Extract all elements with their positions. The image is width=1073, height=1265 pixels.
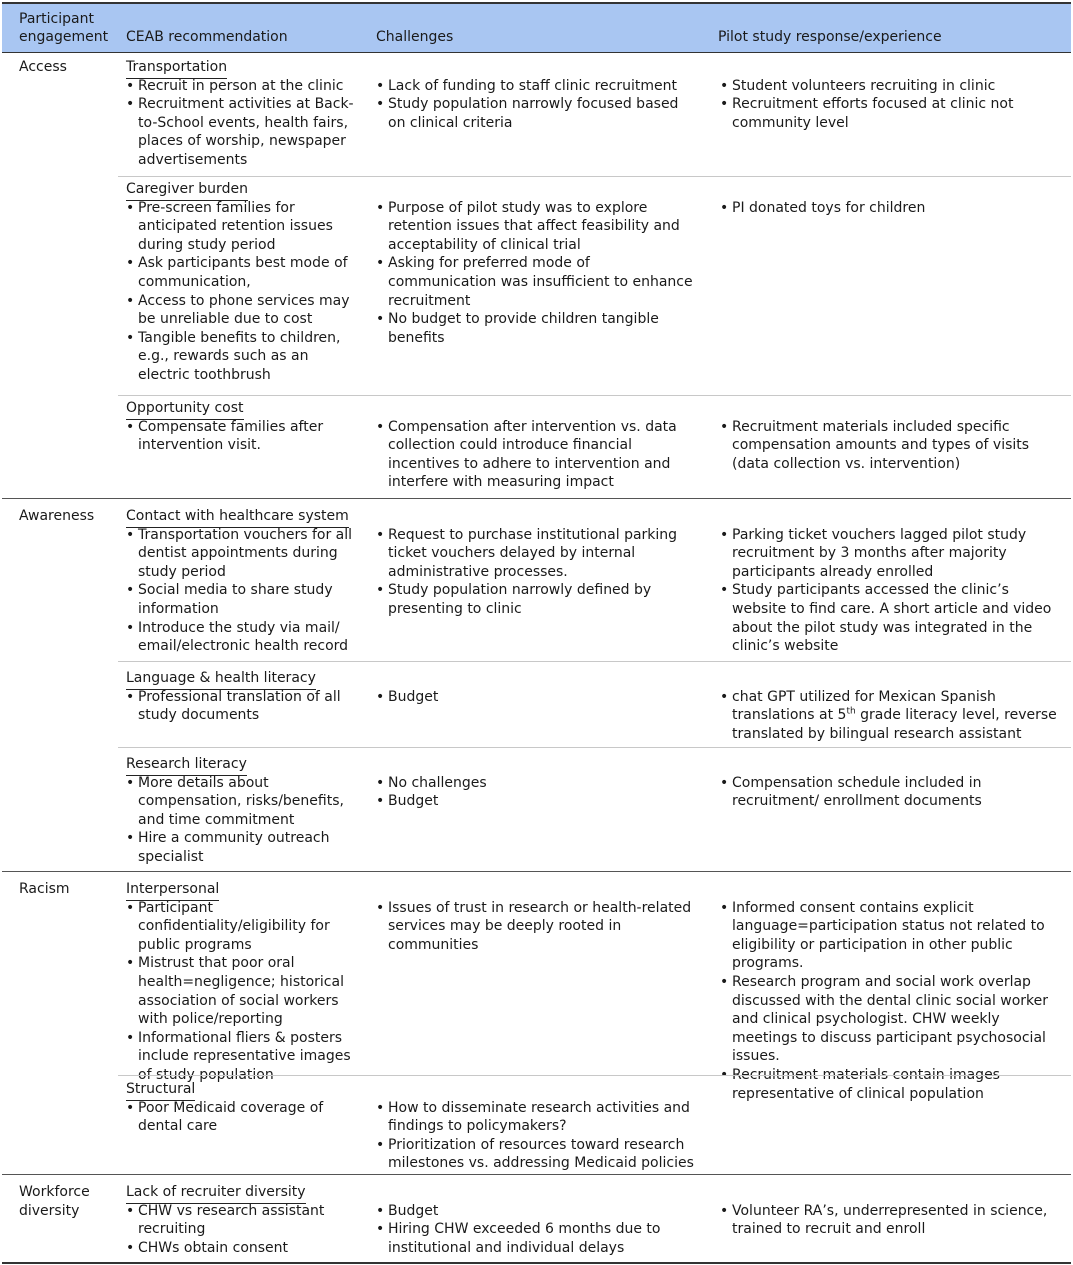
list-item: • CHWs obtain consent — [126, 1239, 358, 1258]
list-item: • PI donated toys for children — [720, 199, 1060, 218]
list-item: • Compensate families after intervention visit. — [126, 418, 358, 455]
list-item: • Mistrust that poor oral health=negligence; historical association of social workers with police/reporting — [126, 954, 358, 1028]
list-item: • Study participants accessed the clinic’s website to find care. A short article and video about the pilot study was integrated in the clinic’s website — [720, 581, 1060, 655]
recommendation-list — [126, 199, 358, 385]
challenges-list — [376, 899, 698, 955]
engagement-label: Workforce diversity — [19, 1184, 90, 1219]
table-header — [2, 2, 1071, 53]
list-item: • No challenges — [376, 774, 698, 793]
list-item: • Recruitment materials contain images representative of clinical population — [720, 1066, 1060, 1103]
list-item: • Issues of trust in research or health-related services may be deeply rooted in communities — [376, 899, 698, 955]
list-item: • Informational fliers & posters include representative images of study population — [126, 1029, 358, 1085]
list-item: • More details about compensation, risks/benefits, and time commitment — [126, 774, 358, 830]
group-divider — [2, 498, 1071, 499]
challenges-list — [376, 1202, 698, 1258]
list-item: • Ask participants best mode of communication, — [126, 254, 358, 291]
recommendation-list — [126, 1099, 358, 1136]
challenges-list — [376, 418, 698, 492]
list-item: • Poor Medicaid coverage of dental care — [126, 1099, 358, 1136]
ordinal-suffix: th — [846, 706, 856, 717]
list-item: • No budget to provide children tangible benefits — [376, 310, 698, 347]
list-item: • Hiring CHW exceeded 6 months due to institutional and individual delays — [376, 1220, 698, 1257]
row-divider — [118, 747, 1071, 748]
list-item: • Lack of funding to staff clinic recruitment — [376, 77, 698, 96]
list-item: • Prioritization of resources toward research milestones vs. addressing Medicaid policies — [376, 1136, 698, 1173]
list-item: • Compensation after intervention vs. data collection could introduce financial incentives to adhere to intervention and interfere with measuring impact — [376, 418, 698, 492]
list-item: • Access to phone services may be unreliable due to cost — [126, 292, 358, 329]
list-item: • CHW vs research assistant recruiting — [126, 1202, 358, 1239]
list-item: • Student volunteers recruiting in clinic — [720, 77, 1060, 96]
list-item: • Transportation vouchers for all dentist appointments during study period — [126, 526, 358, 582]
response-list — [720, 199, 1060, 218]
response-list — [720, 1202, 1060, 1239]
row-divider — [118, 176, 1071, 177]
list-item: • Volunteer RA’s, underrepresented in science, trained to recruit and enroll — [720, 1202, 1060, 1239]
subsection-title: Structural — [126, 1080, 195, 1101]
header-pilot-response: Pilot study response/experience — [718, 29, 942, 45]
subsection-title: Language & health literacy — [126, 669, 316, 690]
challenges-list — [376, 1099, 698, 1173]
subsection-title: Opportunity cost — [126, 399, 244, 420]
list-item: • Study population narrowly defined by presenting to clinic — [376, 581, 698, 618]
recommendation-list — [126, 77, 358, 170]
list-item: • Budget — [376, 1202, 698, 1221]
recommendation-list — [126, 418, 358, 455]
response-list — [720, 418, 1060, 474]
response-list — [720, 77, 1060, 133]
list-item: • Pre-screen families for anticipated retention issues during study period — [126, 199, 358, 255]
subsection-title: Lack of recruiter diversity — [126, 1183, 306, 1204]
list-item: • Purpose of pilot study was to explore retention issues that affect feasibility and acceptability of clinical trial — [376, 199, 698, 255]
list-item: • Informed consent contains explicit language=participation status not related to eligibility or participation in other public programs. — [720, 899, 1060, 973]
engagement-label: Access — [19, 59, 67, 75]
challenges-list — [376, 77, 698, 133]
challenges-list — [376, 774, 698, 811]
row-divider — [118, 661, 1071, 662]
subsection-title: Research literacy — [126, 755, 247, 776]
subsection-title: Transportation — [126, 58, 227, 79]
recommendation-list — [126, 1202, 358, 1258]
group-divider — [2, 871, 1071, 872]
list-item: • Social media to share study information — [126, 581, 358, 618]
list-item: • Recruit in person at the clinic — [126, 77, 358, 96]
list-item: • Compensation schedule included in recruitment/ enrollment documents — [720, 774, 1060, 811]
list-item: • Professional translation of all study documents — [126, 688, 358, 725]
list-item: • Recruitment efforts focused at clinic not community level — [720, 95, 1060, 132]
table-bottom-rule — [2, 1262, 1071, 1264]
list-item: • Request to purchase institutional parking ticket vouchers delayed by internal administrative processes. — [376, 526, 698, 582]
response-list — [720, 774, 1060, 811]
list-item: • Budget — [376, 688, 698, 707]
header-ceab-recommendation: CEAB recommendation — [126, 29, 288, 45]
subsection-title: Contact with healthcare system — [126, 507, 349, 528]
list-item: • Hire a community outreach specialist — [126, 829, 358, 866]
list-item: • Asking for preferred mode of communication was insufficient to enhance recruitment — [376, 254, 698, 310]
list-item: • Recruitment activities at Back-to-School events, health fairs, places of worship, newspaper advertisements — [126, 95, 358, 169]
recommendation-list — [126, 688, 358, 725]
header-participant-engagement: Participant engagement — [19, 11, 109, 45]
response-list — [720, 899, 1060, 1104]
list-item: • Study population narrowly focused based on clinical criteria — [376, 95, 698, 132]
list-item: • Parking ticket vouchers lagged pilot study recruitment by 3 months after majority participants already enrolled — [720, 526, 1060, 582]
response-list — [720, 526, 1060, 656]
recommendation-list — [126, 899, 358, 1085]
list-item: • chat GPT utilized for Mexican Spanish translations at 5th grade literacy level, reverse translated by bilingual research assistant — [720, 688, 1060, 744]
list-item: • Budget — [376, 792, 698, 811]
recommendation-list — [126, 526, 358, 656]
list-item: • Research program and social work overlap discussed with the dental clinic social worker and clinical psychologist. CHW weekly meetings to discuss participant psychosocial issues. — [720, 973, 1060, 1066]
list-item: • Recruitment materials included specific compensation amounts and types of visits (data collection vs. intervention) — [720, 418, 1060, 474]
challenges-list — [376, 526, 698, 619]
row-divider — [118, 395, 1071, 396]
group-divider — [2, 1174, 1071, 1175]
subsection-title: Caregiver burden — [126, 180, 248, 201]
header-challenges: Challenges — [376, 29, 454, 45]
list-item: • How to disseminate research activities and findings to policymakers? — [376, 1099, 698, 1136]
list-item: • Tangible benefits to children, e.g., rewards such as an electric toothbrush — [126, 329, 358, 385]
challenges-list — [376, 688, 698, 707]
engagement-label: Awareness — [19, 508, 95, 524]
list-item: • Introduce the study via mail/ email/electronic health record — [126, 619, 358, 656]
subsection-title: Interpersonal — [126, 880, 219, 901]
engagement-label: Racism — [19, 881, 70, 897]
row-divider — [118, 1075, 1071, 1076]
list-item: • Participant confidentiality/eligibility for public programs — [126, 899, 358, 955]
challenges-list — [376, 199, 698, 348]
recommendation-list — [126, 774, 358, 867]
response-list — [720, 688, 1060, 744]
